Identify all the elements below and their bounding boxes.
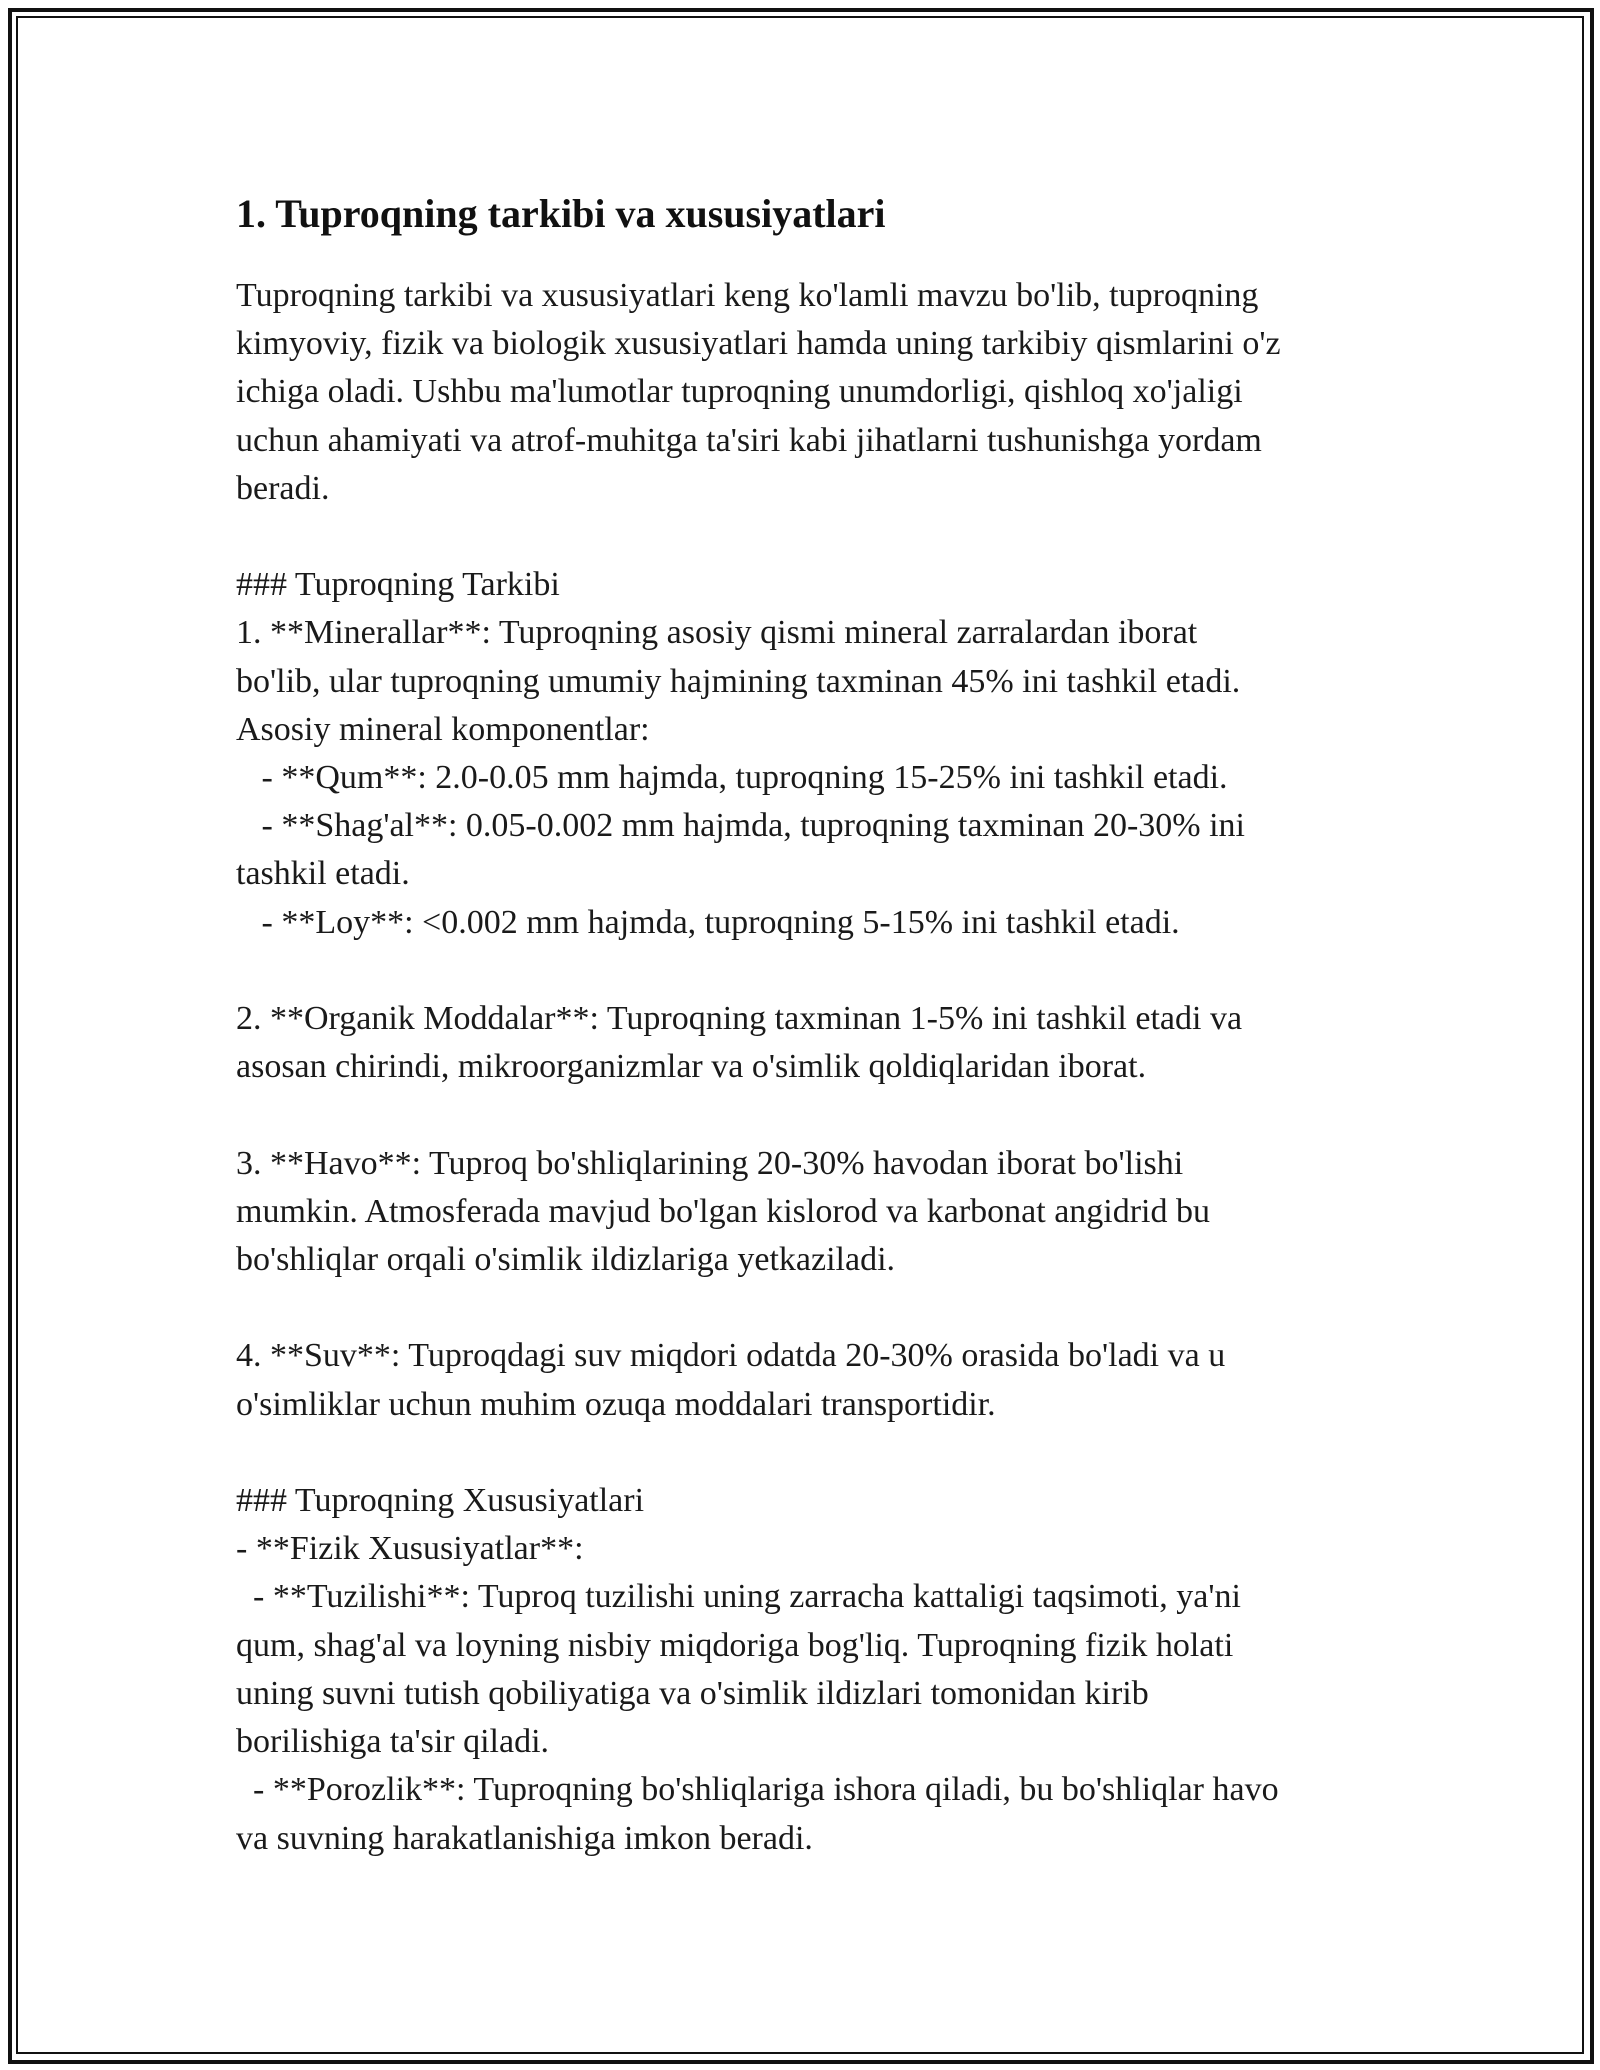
document-content (236, 182, 1376, 1863)
document-title: 1. Tuproqning tarkibi va xususiyatlari (236, 191, 886, 236)
document-body: Tuproqning tarkibi va xususiyatlari keng ko'lamli mavzu bo'lib, tuproqning kimyoviy, fizik va biologik xususiyatlari hamda uning tarkibiy qismlarini o'z ichiga oladi. Ushbu ma'lumotlar tuproqning unumdorligi, qishloq xo'jaligi uchun ahamiyati va atrof-muhitga ta'siri kabi jihatlarni tushunishga yordam beradi. ### Tuproqning Tarkibi 1. **Minerallar**: Tuproqning asosiy qismi mineral zarralardan iborat bo'lib, ular tuproqning umumiy hajmining taxminan 45% ini tashkil etadi. Asosiy mineral komponentlar: - **Qum**: 2.0-0.05 mm hajmda, tuproqning 15-25% ini tashkil etadi. - **Shag'al**: 0.05-0.002 mm hajmda, tuproqning taxminan 20-30% ini tashkil etadi. - **Loy**: <0.002 mm hajmda, tuproqning 5-15% ini tashkil etadi. 2. **Organik Moddalar**: Tuproqning taxminan 1-5% ini tashkil etadi va asosan chirindi, mikroorganizmlar va o'simlik qoldiqlaridan iborat. 3. **Havo**: Tuproq bo'shliqlarining 20-30% havodan iborat bo'lishi mumkin. Atmosferada mavjud bo'lgan kislorod va karbonat angidrid bu bo'shliqlar orqali o'simlik ildizlariga yetkaziladi. 4. **Suv**: Tuproqdagi suv miqdori odatda 20-30% orasida bo'ladi va u o'simliklar uchun muhim ozuqa moddalari transportidir. ### Tuproqning Xususiyatlari - **Fizik Xususiyatlar**: - **Tuzilishi**: Tuproq tuzilishi uning zarracha kattaligi taqsimoti, ya'ni qum, shag'al va loyning nisbiy miqdoriga bog'liq. Tuproqning fizik holati uning suvni tutish qobiliyatiga va o'simlik ildizlari tomonidan kirib borilishiga ta'sir qiladi. - **Porozlik**: Tuproqning bo'shliqlariga ishora qiladi, bu bo'shliqlar havo va suvning harakatlanishiga imkon beradi. (236, 277, 1281, 1857)
